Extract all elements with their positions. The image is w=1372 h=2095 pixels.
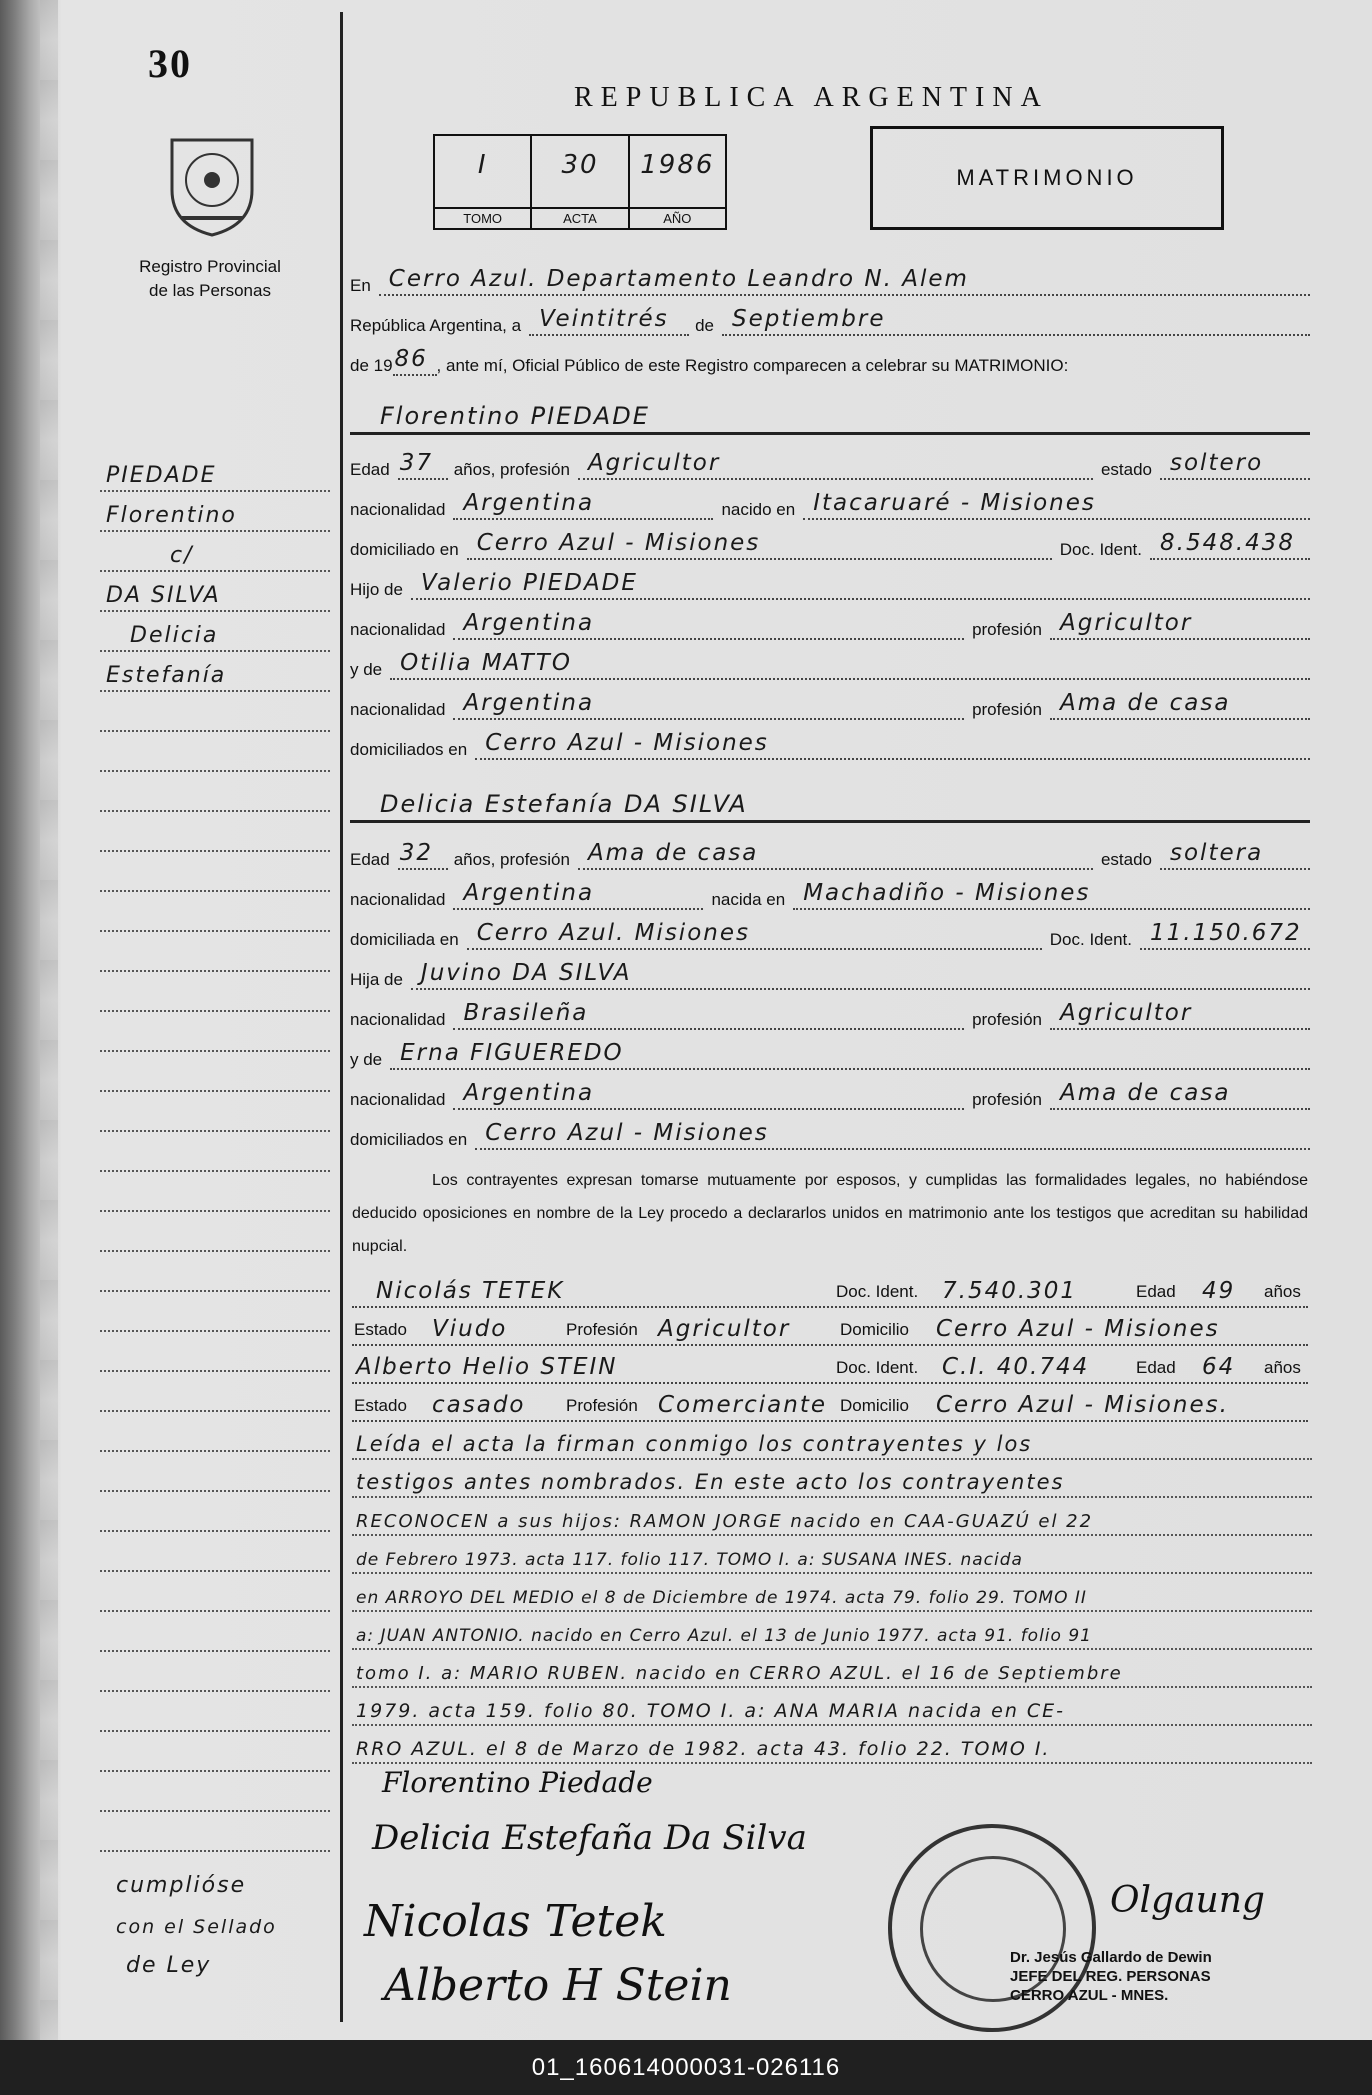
margin-line [100,1656,330,1692]
margin-line [100,1616,330,1652]
margin-line: Estefanía [100,656,330,692]
nota-line: de Febrero 1973. acta 117. folio 117. TOMO I. a: SUSANA INES. nacida [352,1536,1312,1574]
c2-edad-row: Edad 32 años, profesión Ama de casa estado soltera [350,836,1310,870]
acta-cell: 30 ACTA [532,136,629,228]
signature-alberto: Alberto H Stein [384,1960,732,2011]
margin-line: PIEDADE [100,456,330,492]
signature-florentino: Florentino Piedade [382,1766,653,1799]
declaracion-text: Los contrayentes expresan tomarse mutuamente por esposos, y cumplidas las formalidades legales, no habiéndose deducido oposiciones en nombre de la Ley procedo a declararlos unidos en matrimonio ante los testigos que acreditan su habilidad nupcial. [352,1172,1308,1255]
c1-padre-row: Hijo de Valerio PIEDADE [350,566,1310,600]
c1-nacionalidad-row: nacionalidad Argentina nacido en Itacaruaré - Misiones [350,486,1310,520]
margin-line [100,1216,330,1252]
margin-line [100,1136,330,1172]
c1-madre-row: y de Otilia MATTO [350,646,1310,680]
margin-line [100,976,330,1012]
tomo-cell: I TOMO [435,136,532,228]
tomo-acta-ano-box [433,134,727,230]
margin-line [100,936,330,972]
margin-line [100,1576,330,1612]
ano-cell: 1986 AÑO [630,136,725,228]
testigo2-line1: Alberto Helio STEIN Doc. Ident. C.I. 40.744 Edad 64 años [352,1346,1308,1384]
margin-line [100,856,330,892]
c2-domiciliados-row: domiciliados en Cerro Azul - Misiones [350,1116,1310,1150]
nota-line: en ARROYO DEL MEDIO el 8 de Diciembre de 1974. acta 79. folio 29. TOMO II [352,1574,1312,1612]
margin-line [100,736,330,772]
margin-line [100,1496,330,1532]
c2-domicilio-row: domiciliada en Cerro Azul. Misiones Doc. Ident. 11.150.672 [350,916,1310,950]
nota-line: Leída el acta la firman conmigo los contrayentes y los [352,1422,1312,1460]
margin-line [100,816,330,852]
margin-line [100,1696,330,1732]
margin-line [100,896,330,932]
c2-padre-nac-row: nacionalidad Brasileña profesión Agricultor [350,996,1310,1030]
testigo2-line2: Estado casado Profesión Comerciante Domicilio Cerro Azul - Misiones. [352,1384,1308,1422]
margin-line: Florentino [100,496,330,532]
contrayente1-name: Florentino PIEDADE [350,392,1310,435]
nota-line: RECONOCEN a sus hijos: RAMON JORGE nacido en CAA-GUAZÚ el 22 [352,1498,1312,1536]
margin-divider [340,12,343,2022]
nota-line: testigos antes nombrados. En este acto los contrayentes [352,1460,1312,1498]
margin-line [100,1296,330,1332]
c1-domicilio-row: domiciliado en Cerro Azul - Misiones Doc. Ident. 8.548.438 [350,526,1310,560]
year-row: de 19 86 , ante mí, Oficial Público de este Registro comparecen a celebrar su MATRIMONIO: [350,346,1069,375]
place-row: En Cerro Azul. Departamento Leandro N. Alem [350,262,1310,296]
margin-line [100,1096,330,1132]
margin-line [100,1536,330,1572]
c1-padre-nac-row: nacionalidad Argentina profesión Agricultor [350,606,1310,640]
document-type-box: MATRIMONIO [870,126,1224,230]
nota-line: tomo I. a: MARIO RUBEN. nacido en CERRO AZUL. el 16 de Septiembre [352,1650,1312,1688]
margin-note: cumplióse [116,1873,247,1898]
c1-madre-nac-row: nacionalidad Argentina profesión Ama de casa [350,686,1310,720]
provincial-seal-icon [162,130,262,240]
nota-line: a: JUAN ANTONIO. nacido en Cerro Azul. el 13 de Junio 1977. acta 91. folio 91 [352,1612,1312,1650]
c1-edad-row: Edad 37 años, profesión Agricultor estado soltero [350,446,1310,480]
margin-line [100,1336,330,1372]
margin-line [100,1176,330,1212]
signature-oficial: Olgaung [1110,1880,1265,1921]
margin-line [100,696,330,732]
c2-nacionalidad-row: nacionalidad Argentina nacida en Machadiño - Misiones [350,876,1310,910]
margin-line [100,1376,330,1412]
margin-line: c/ [100,536,330,572]
nota-line: 1979. acta 159. folio 80. TOMO I. a: ANA MARIA nacida en CE- [352,1688,1312,1726]
margin-note: de Ley [126,1953,212,1978]
margin-line [100,1776,330,1812]
testigo1-line1: Nicolás TETEK Doc. Ident. 7.540.301 Edad 49 años [352,1270,1308,1308]
signature-delicia: Delicia Estefaña Da Silva [372,1818,807,1858]
oficial-block: Dr. Jesús Gallardo de Dewin JEFE DEL REG. PERSONAS CERRO AZUL - MNES. [1010,1949,1212,2004]
c1-domiciliados-row: domiciliados en Cerro Azul - Misiones [350,726,1310,760]
margin-line [100,776,330,812]
nota-line: RRO AZUL. el 8 de Marzo de 1982. acta 43. folio 22. TOMO I. [352,1726,1312,1764]
testigo1-line2: Estado Viudo Profesión Agricultor Domicilio Cerro Azul - Misiones [352,1308,1308,1346]
c2-padre-row: Hija de Juvino DA SILVA [350,956,1310,990]
margin-line [100,1016,330,1052]
margin-line [100,1256,330,1292]
image-id-footer: 01_160614000031-026116 [0,2040,1372,2095]
margin-line [100,1456,330,1492]
contrayente2-name: Delicia Estefanía DA SILVA [350,780,1310,823]
margin-line [100,1816,330,1852]
registro-label: Registro Provincial de las Personas [139,257,281,300]
margin-line: DA SILVA [100,576,330,612]
margin-line [100,1736,330,1772]
country-title: REPUBLICA ARGENTINA [574,82,1049,113]
c2-madre-row: y de Erna FIGUEREDO [350,1036,1310,1070]
margin-line [100,1056,330,1092]
page-binding [40,0,58,2040]
margin-line: Delicia [100,616,330,652]
margin-line [100,1416,330,1452]
date-row: República Argentina, a Veintitrés de Septiembre [350,302,1310,336]
c2-madre-nac-row: nacionalidad Argentina profesión Ama de casa [350,1076,1310,1110]
folio-number: 30 [148,41,192,86]
signature-nicolas: Nicolas Tetek [364,1896,667,1947]
margin-note: con el Sellado [116,1916,277,1938]
